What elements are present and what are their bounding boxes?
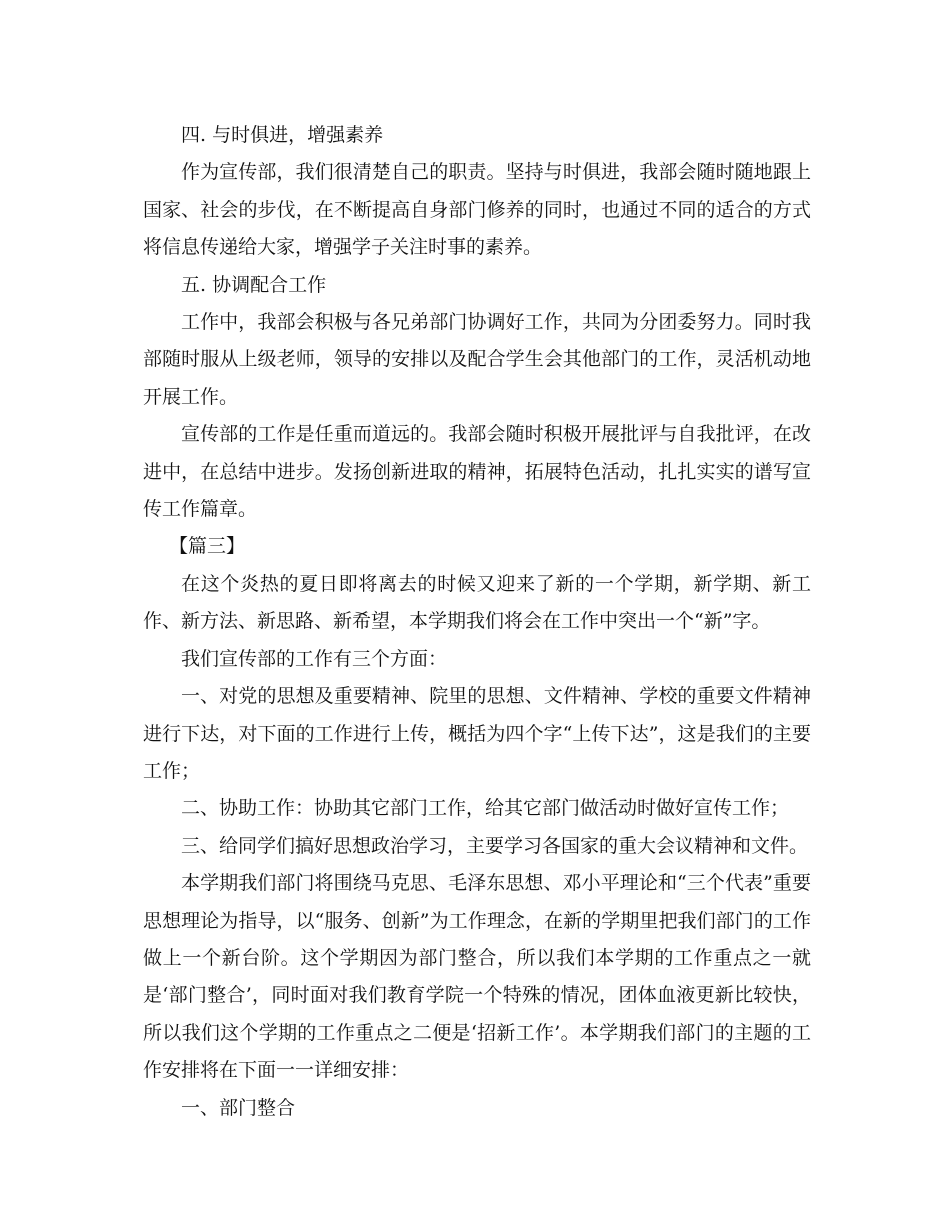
- paragraph: 作为宣传部，我们很清楚自己的职责。坚持与时俱进，我部会随时随地跟上国家、社会的步伐，在不断提高自身部门修养的同时，也通过不同的适合的方式将信息传递给大家，增强学子关注时事的素养。: [143, 161, 811, 259]
- paragraph: 工作中，我部会积极与各兄弟部门协调好工作，共同为分团委努力。同时我部随时服从上级老师，领导的安排以及配合学生会其他部门的工作，灵活机动地开展工作。: [143, 311, 811, 408]
- section-heading-5: 五. 协调配合工作: [181, 273, 327, 296]
- paragraph: 宣传部的工作是任重而道远的。我部会随时积极开展批评与自我批评，在改进中，在总结中进步。发扬创新进取的精神，拓展特色活动，扎扎实实的谱写宣传工作篇章。: [143, 423, 811, 521]
- document-body: [143, 117, 811, 1127]
- paragraph: 在这个炎热的夏日即将离去的时候又迎来了新的一个学期，新学期、新工作、新方法、新思路、新希望，本学期我们将会在工作中突出一个“新”字。: [143, 572, 811, 633]
- list-item: 一、对党的思想及重要精神、院里的思想、文件精神、学校的重要文件精神进行下达，对下面的工作进行上传，概括为四个字“上传下达”，这是我们的主要工作；: [143, 685, 811, 782]
- list-item: 三、给同学们搞好思想政治学习，主要学习各国家的重大会议精神和文件。: [181, 834, 809, 857]
- paragraph: 我们宣传部的工作有三个方面：: [181, 647, 448, 670]
- part-title: 【篇三】: [169, 535, 246, 558]
- paragraph: 本学期我们部门将围绕马克思、毛泽东思想、邓小平理论和“三个代表”重要思想理论为指导，以“服务、创新”为工作理念，在新的学期里把我们部门的工作做上一个新台阶。这个学期因为部门整合，所以我们本学期的工作重点之一就是‘部门整合’，同时面对我们教育学院一个特殊的情况，团体血液更新比较快，所以我们这个学期的工作重点之二便是‘招新工作’。本学期我们部门的主题的工作安排将在下面一一详细安排：: [143, 872, 811, 1082]
- section-heading-1: 一、部门整合: [181, 1096, 296, 1119]
- list-item: 二、协助工作：协助其它部门工作，给其它部门做活动时做好宣传工作；: [181, 797, 790, 820]
- section-heading-4: 四. 与时俱进，增强素养: [181, 124, 384, 146]
